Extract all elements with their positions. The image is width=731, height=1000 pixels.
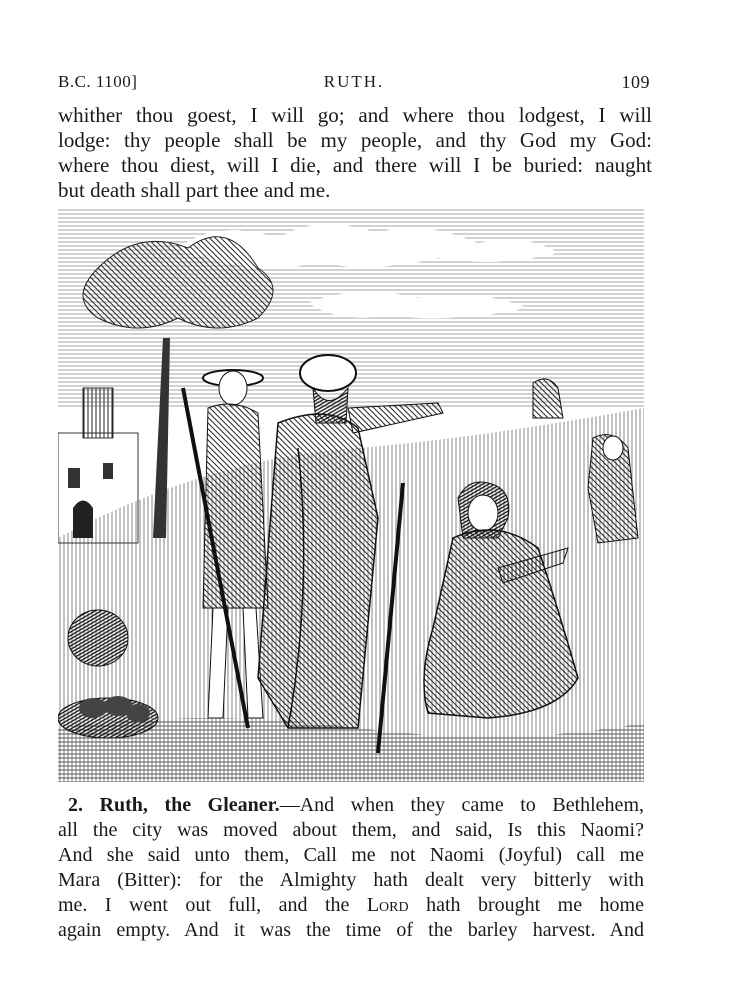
text-line: Mara (Bitter): for the Almighty hath dealt very bitterly with xyxy=(58,869,644,891)
engraving-illustration xyxy=(58,208,644,782)
section-number: 2. xyxy=(68,794,83,816)
text-line: whither thou goest, I will go; and where thou lodgest, I will xyxy=(58,103,652,127)
text-line: where thou diest, will I die, and there will I be buried: naught xyxy=(58,153,652,177)
text-run: hath brought me home xyxy=(408,894,644,916)
text-line xyxy=(58,893,644,918)
text-run: —And when they came to Bethlehem, xyxy=(279,794,644,816)
text-line: again empty. And it was the time of the barley harvest. And xyxy=(58,919,644,941)
text-line: And she said unto them, Call me not Naomi (Joyful) call me xyxy=(58,844,644,866)
running-header xyxy=(58,72,650,96)
text-line: all the city was moved about them, and said, Is this Naomi? xyxy=(58,819,644,841)
text-run: me. I went out full, and the xyxy=(58,894,350,916)
text-line: lodge: thy people shall be my people, and thy God my God: xyxy=(58,128,652,152)
section-paragraph xyxy=(58,793,644,943)
header-date: B.C. 1100] xyxy=(58,72,138,91)
top-paragraph xyxy=(58,103,652,203)
section-title: Ruth, the Gleaner. xyxy=(99,794,280,816)
page-number: 109 xyxy=(621,72,650,92)
lord-smallcaps: Lord xyxy=(366,894,409,916)
section-heading-line xyxy=(58,793,644,818)
text-line: but death shall part thee and me. xyxy=(58,178,331,202)
header-book-title: RUTH. xyxy=(323,72,385,91)
